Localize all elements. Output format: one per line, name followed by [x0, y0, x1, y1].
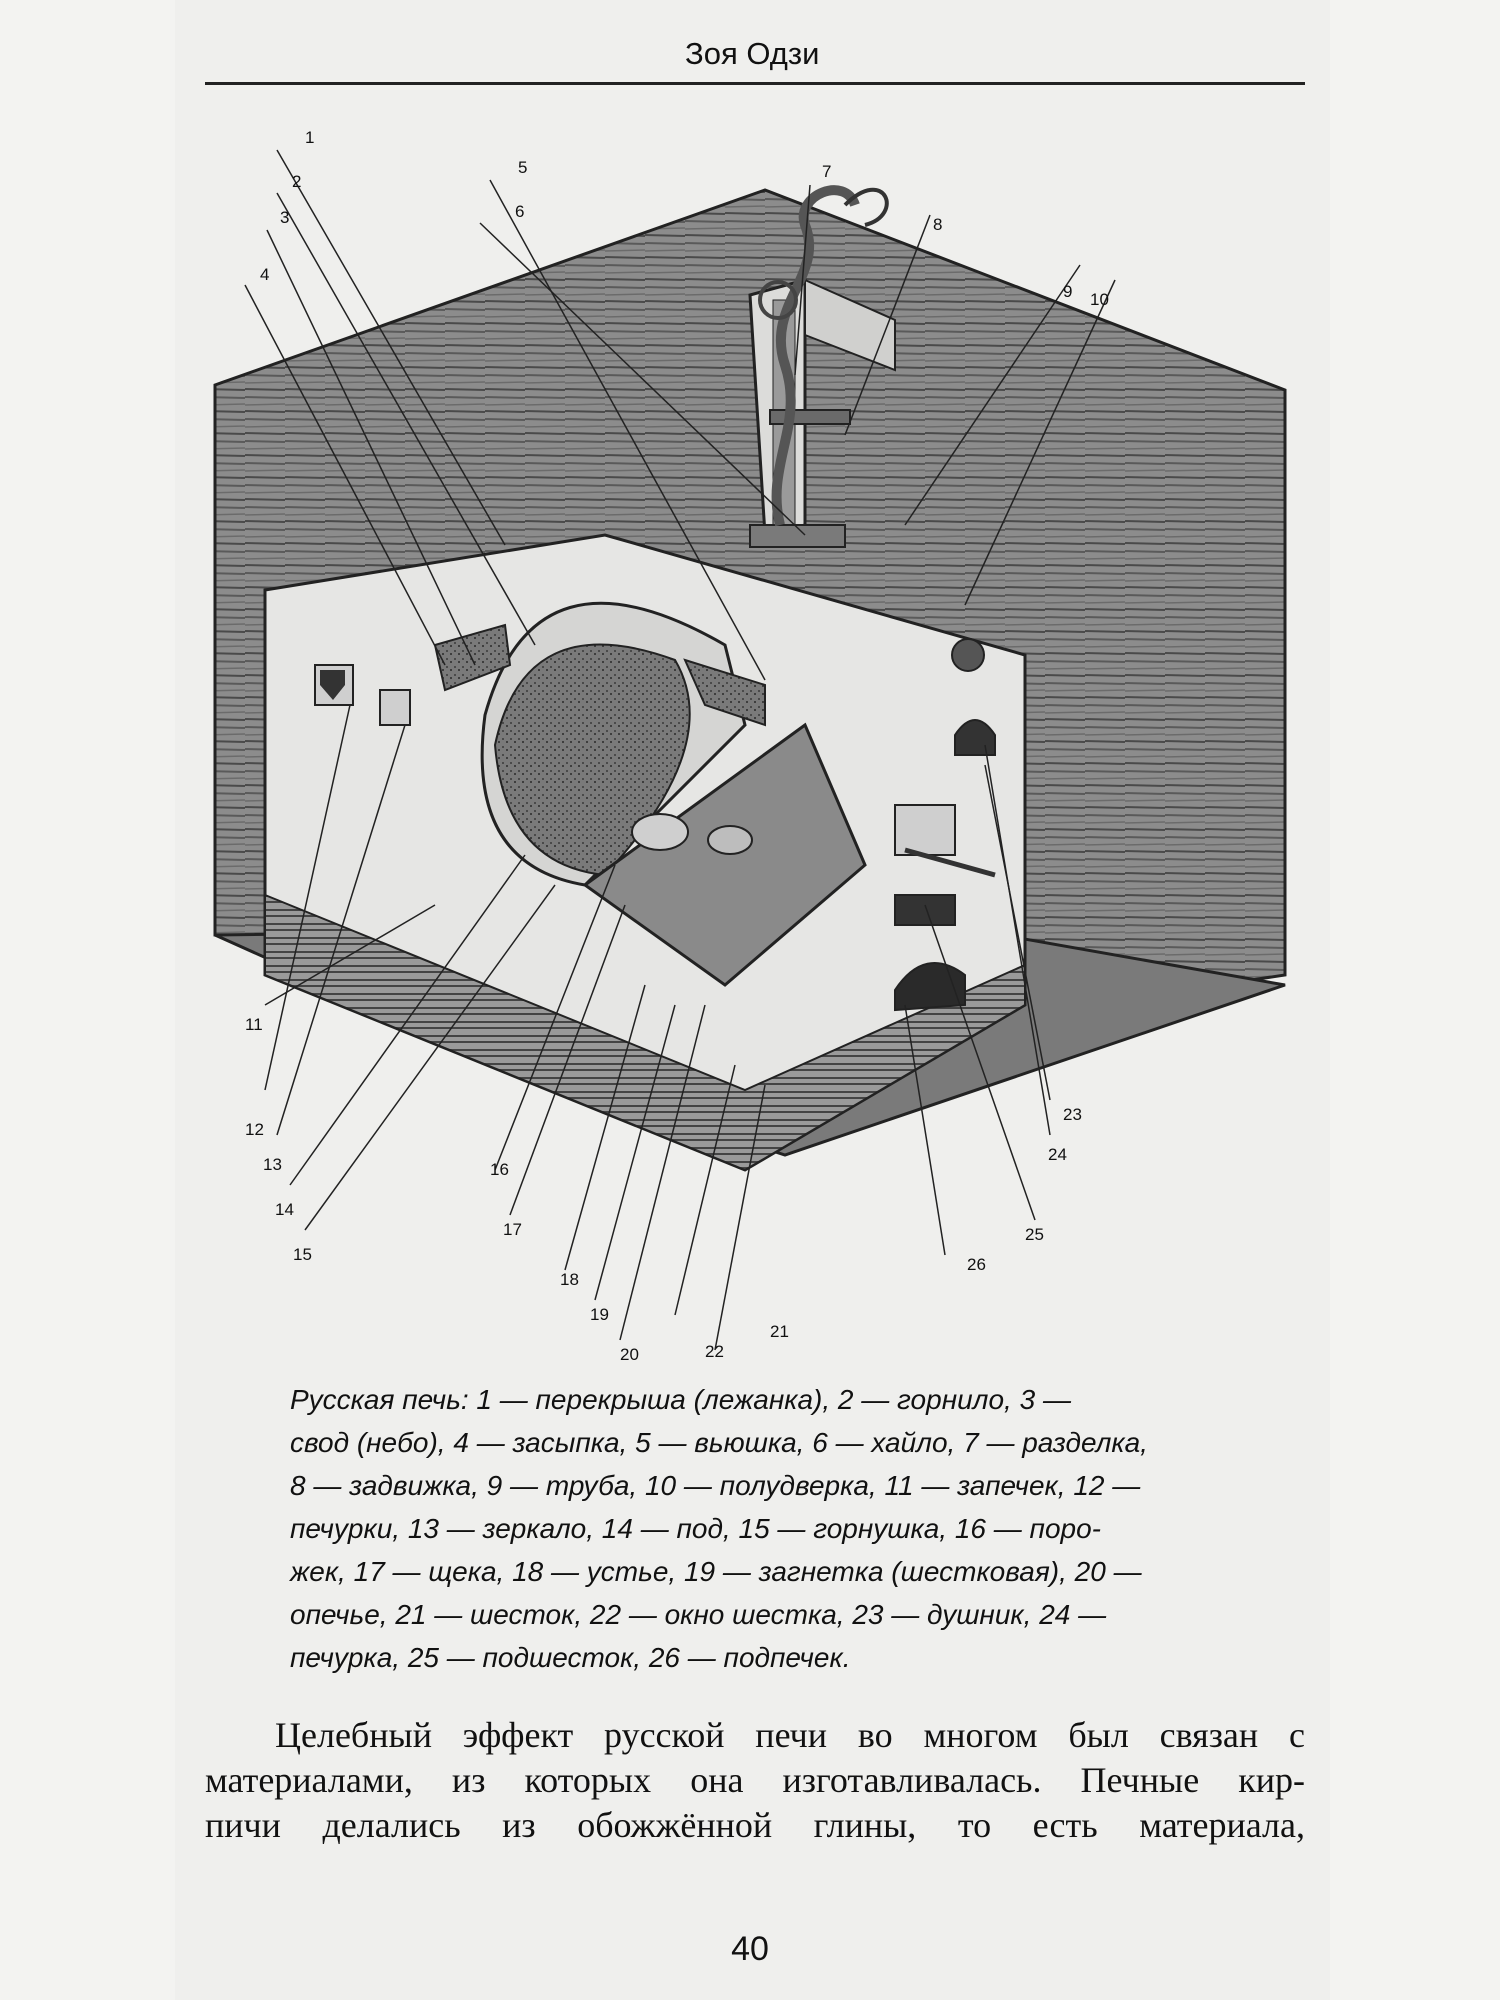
callout-26: 26	[967, 1255, 986, 1274]
caption-line: печурки, 13 — зеркало, 14 — под, 15 — горнушка, 16 — поро-	[290, 1513, 1101, 1544]
callout-16: 16	[490, 1160, 509, 1179]
callout-7: 7	[822, 162, 832, 181]
callout-12: 12	[245, 1120, 264, 1139]
dushnik	[952, 639, 984, 671]
russian-stove-illustration	[205, 105, 1305, 1365]
callout-18: 18	[560, 1270, 579, 1289]
damper	[770, 410, 850, 424]
callout-14: 14	[275, 1200, 294, 1219]
body-paragraph	[205, 1713, 1305, 1848]
callout-24: 24	[1048, 1145, 1067, 1164]
callout-6: 6	[515, 202, 525, 221]
caption-line: опечье, 21 — шесток, 22 — окно шестка, 23 — душник, 24 —	[290, 1599, 1107, 1630]
pechurka-left-2	[380, 690, 410, 725]
callout-11: 11	[245, 1015, 263, 1034]
page-number: 40	[731, 1930, 769, 1968]
caption-line: 8 — задвижка, 9 — труба, 10 — полудверка, 11 — запечек, 12 —	[290, 1470, 1141, 1501]
callout-13: 13	[263, 1155, 282, 1174]
body-line: пичи делались из обожжённой глины, то есть материала,	[205, 1805, 1305, 1845]
caption-line: печурка, 25 — подшесток, 26 — подпечек.	[290, 1642, 851, 1673]
callout-23: 23	[1063, 1105, 1082, 1124]
body-line: материалами, из которых она изготавливалась. Печные кир-	[205, 1760, 1305, 1800]
callout-5: 5	[518, 158, 528, 177]
callout-25: 25	[1025, 1225, 1044, 1244]
callout-22: 22	[705, 1342, 724, 1361]
shestok-window	[895, 805, 955, 855]
callout-8: 8	[933, 215, 943, 234]
caption-line: Русская печь: 1 — перекрыша (лежанка), 2 — горнило, 3 —	[290, 1384, 1071, 1415]
callout-9: 9	[1063, 282, 1073, 301]
caption-line: жек, 17 — щека, 18 — устье, 19 — загнетка (шестковая), 20 —	[290, 1556, 1142, 1587]
callout-2: 2	[292, 172, 302, 191]
callout-19: 19	[590, 1305, 609, 1324]
callout-17: 17	[503, 1220, 522, 1239]
callout-20: 20	[620, 1345, 639, 1364]
figure-caption	[290, 1378, 1250, 1679]
callout-1: 1	[305, 128, 315, 147]
podshestok	[895, 895, 955, 925]
callout-15: 15	[293, 1245, 312, 1264]
pot	[632, 814, 688, 850]
running-header-author: Зоя Одзи	[685, 36, 820, 71]
callout-3: 3	[280, 208, 290, 227]
pot-small	[708, 826, 752, 854]
callout-10: 10	[1090, 290, 1109, 309]
callout-4: 4	[260, 265, 270, 284]
header-rule	[205, 82, 1305, 85]
callout-21: 21	[770, 1322, 789, 1341]
caption-line: свод (небо), 4 — засыпка, 5 — вьюшка, 6 — хайло, 7 — разделка,	[290, 1427, 1148, 1458]
body-line: Целебный эффект русской печи во многом был связан с	[275, 1715, 1305, 1755]
